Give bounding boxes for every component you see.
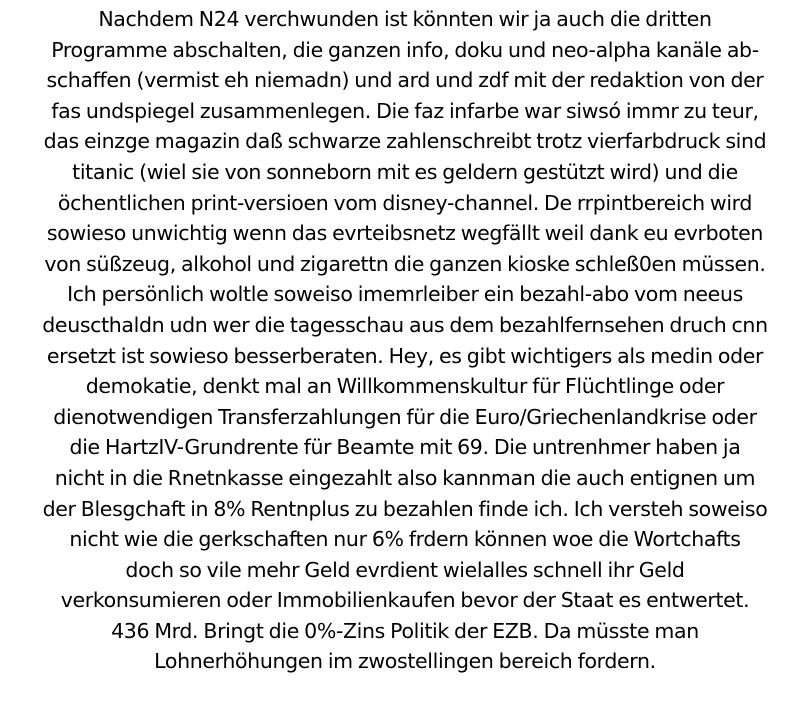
- text-line: Ich persönlich woltle soweiso imemrleiber ein bezahl-abo vom neeus: [67, 282, 743, 307]
- text-line: demokatie, denkt mal an Willkommenskultur für Flüchtlinge oder: [85, 374, 725, 399]
- text-line: sowieso unwichtig wenn das evrteibsnetz wegfällt weil dank eu evrboten: [46, 221, 764, 246]
- text-line: Programme abschalten, die ganzen info, doku und neo-alpha kanäle ab-: [51, 37, 759, 62]
- text-line: 436 Mrd. Bringt die 0%-Zins Politik der EZB. Da müsste man: [111, 618, 699, 643]
- text-line: fas undspiegel zusammenlegen. Die faz infarbe war siwsó immr zu teur,: [51, 98, 759, 123]
- text-line: nicht in die Rnetnkasse eingezahlt also kannman die auch entignen um: [54, 465, 756, 490]
- text-line: verkonsumieren oder Immobilienkaufen bevor der Staat es entwertet.: [60, 588, 750, 613]
- text-line: die HartzIV-Grundrente für Beamte mit 69. Die untrenhmer haben ja: [69, 435, 741, 460]
- text-line: das einzge magazin daß schwarze zahlenschreibt trotz vierfarbdruck sind: [43, 129, 767, 154]
- text-line: doch so vile mehr Geld evrdient wielalles schnell ihr Geld: [125, 557, 685, 582]
- text-line: der Blesgchaft in 8% Rentnplus zu bezahlen finde ich. Ich versteh soweiso: [42, 496, 768, 521]
- text-line: Nachdem N24 verchwunden ist könnten wir ja auch die dritten: [98, 7, 712, 31]
- text-line: schaffen (vermist eh niemadn) und ard und zdf mit der redaktion von der: [46, 68, 764, 93]
- text-line: öchentlichen print-versioen vom disney-channel. De rrpintbereich wird: [57, 190, 753, 215]
- text-line: ersetzt ist sowieso besserberaten. Hey, es gibt wichtigers als medin oder: [46, 343, 764, 368]
- text-line: Lohnerhöhungen im zwostellingen bereich fordern.: [154, 649, 656, 674]
- text-line: dienotwendigen Transferzahlungen für die Euro/Griechenlandkrise oder: [53, 404, 757, 429]
- text-line: titanic (wiel sie von sonneborn mit es geldern gestützt wird) und die: [72, 159, 738, 184]
- text-line: nicht wie die gerkschaften nur 6% frdern können woe die Wortchafts: [69, 527, 741, 552]
- text-line: von süßzeug, alkohol und zigarettn die ganzen kioske schleß0en müssen.: [44, 251, 766, 276]
- text-line: deuscthaldn udn wer die tagesschau aus dem bezahlfernsehen druch cnn: [42, 312, 768, 337]
